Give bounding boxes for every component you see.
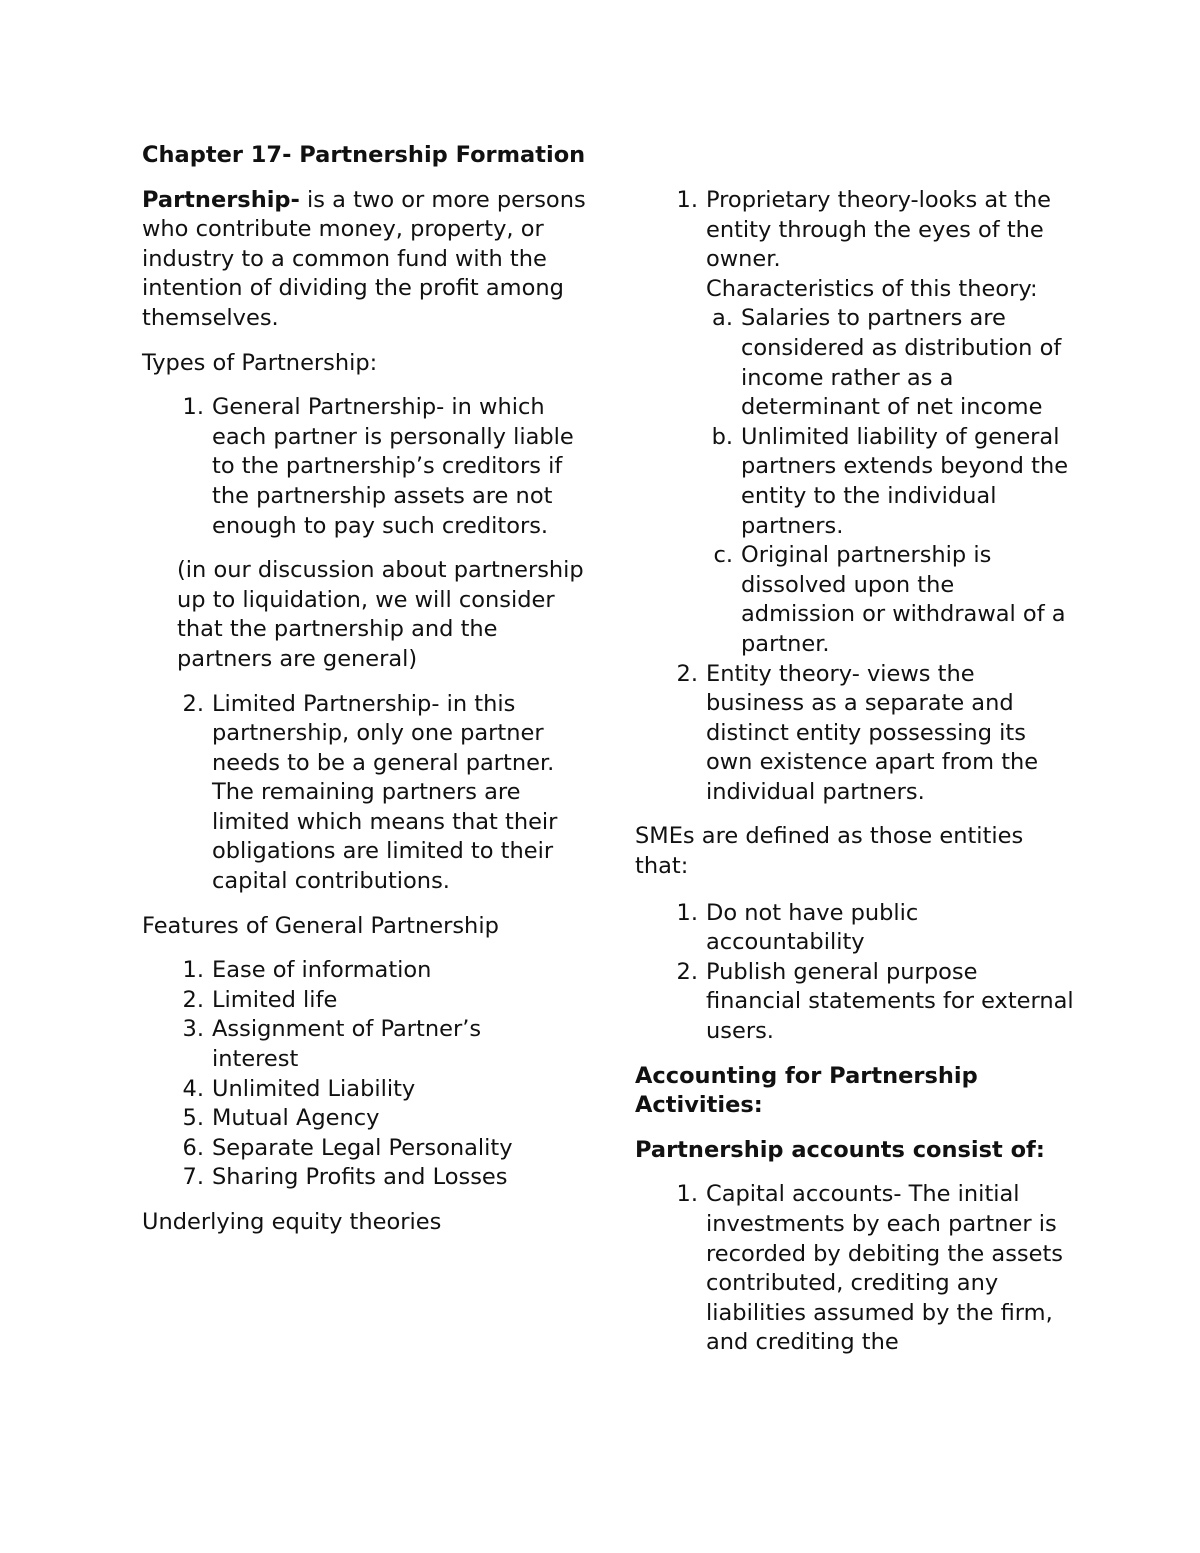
list-item — [635, 1180, 1075, 1358]
definition-term: Partnership- — [142, 186, 300, 213]
list-number: 2. — [676, 660, 698, 687]
types-heading: Types of Partnership: — [142, 349, 378, 376]
list-number: 2. — [182, 690, 204, 717]
list-text: Sharing Profits and Losses — [212, 1164, 508, 1191]
list-text: Salaries to partners are considered as distribution of income rather as a determinant of net income — [741, 305, 1062, 421]
features-heading: Features of General Partnership — [142, 912, 499, 939]
left-column — [142, 141, 592, 1238]
list-text: Capital accounts- The initial investments by each partner is recorded by debiting the assets contributed, crediting any liabilities assumed by the firm, and crediting the — [706, 1181, 1064, 1356]
list-item — [142, 393, 592, 541]
list-letter: b. — [711, 423, 733, 450]
general-partnership-note: (in our discussion about partnership up to liquidation, we will consider that the partnership and the partners are general) — [177, 557, 584, 672]
list-text: Original partnership is dissolved upon the admission or withdrawal of a partner. — [741, 542, 1066, 657]
list-number: 4. — [182, 1075, 204, 1102]
list-item — [635, 958, 1075, 1047]
list-text: General Partnership- in which each partner is personally liable to the partnership’s creditors if the partnership assets are not enough to pay such creditors. — [212, 394, 574, 539]
list-text: Ease of information — [212, 957, 432, 984]
accounting-heading: Accounting for Partnership Activities: — [635, 1062, 978, 1119]
list-item — [635, 660, 1075, 808]
list-text: Do not have public accountability — [706, 899, 919, 956]
list-text: Limited life — [212, 986, 338, 1013]
accounts-heading: Partnership accounts consist of: — [635, 1136, 1045, 1163]
list-number: 1. — [676, 187, 698, 213]
list-item — [142, 1104, 592, 1134]
list-item — [635, 186, 1075, 275]
list-item — [142, 1015, 592, 1074]
sub-list-item — [635, 541, 1075, 659]
right-column — [635, 186, 1075, 1358]
list-text: Mutual Agency — [212, 1105, 380, 1132]
list-number: 7. — [182, 1164, 204, 1191]
list-text: Limited Partnership- in this partnership, only one partner needs to be a general partner. The remaining partners are limited which means that their obligations are limited to their capital contributions. — [212, 690, 558, 895]
list-item — [142, 986, 592, 1016]
list-text: Entity theory- views the business as a separate and distinct entity possessing its own existence apart from the individual partners. — [706, 660, 1039, 805]
list-item — [635, 899, 1075, 958]
list-item — [142, 1075, 592, 1105]
list-number: 6. — [182, 1134, 204, 1161]
list-item — [142, 1134, 592, 1164]
theories-heading: Underlying equity theories — [142, 1209, 442, 1235]
list-text: Separate Legal Personality — [212, 1134, 513, 1161]
list-number: 3. — [182, 1016, 204, 1043]
list-text: Proprietary theory-looks at the entity through the eyes of the owner. — [706, 187, 1052, 273]
list-letter: a. — [712, 305, 733, 332]
sub-list-item — [635, 304, 1075, 422]
list-item — [142, 1163, 592, 1193]
list-number: 1. — [676, 899, 698, 926]
list-text: Publish general purpose financial statements for external users. — [706, 958, 1074, 1045]
list-text: Unlimited Liability — [212, 1075, 416, 1102]
list-number: 1. — [676, 1181, 698, 1208]
list-text: Assignment of Partner’s interest — [212, 1016, 482, 1073]
definition-text: is a two or more persons who contribute money, property, or industry to a common fund with the intention of dividing the profit among themselves. — [142, 186, 586, 331]
list-item — [142, 956, 592, 986]
features-list — [142, 956, 592, 1193]
list-number: 1. — [182, 957, 204, 984]
list-text: Unlimited liability of general partners extends beyond the entity to the individual partners. — [741, 423, 1069, 539]
list-number: 2. — [676, 958, 698, 985]
list-letter: c. — [713, 542, 733, 569]
smes-intro: SMEs are defined as those entities that: — [635, 823, 1024, 880]
list-number: 2. — [182, 986, 204, 1013]
chapter-title: Chapter 17- Partnership Formation — [142, 142, 586, 168]
list-number: 1. — [182, 394, 204, 421]
list-item — [142, 690, 592, 897]
sub-list-item — [635, 423, 1075, 541]
list-number: 5. — [182, 1105, 204, 1132]
characteristics-intro: Characteristics of this theory: — [706, 275, 1038, 302]
partnership-definition — [142, 186, 592, 334]
